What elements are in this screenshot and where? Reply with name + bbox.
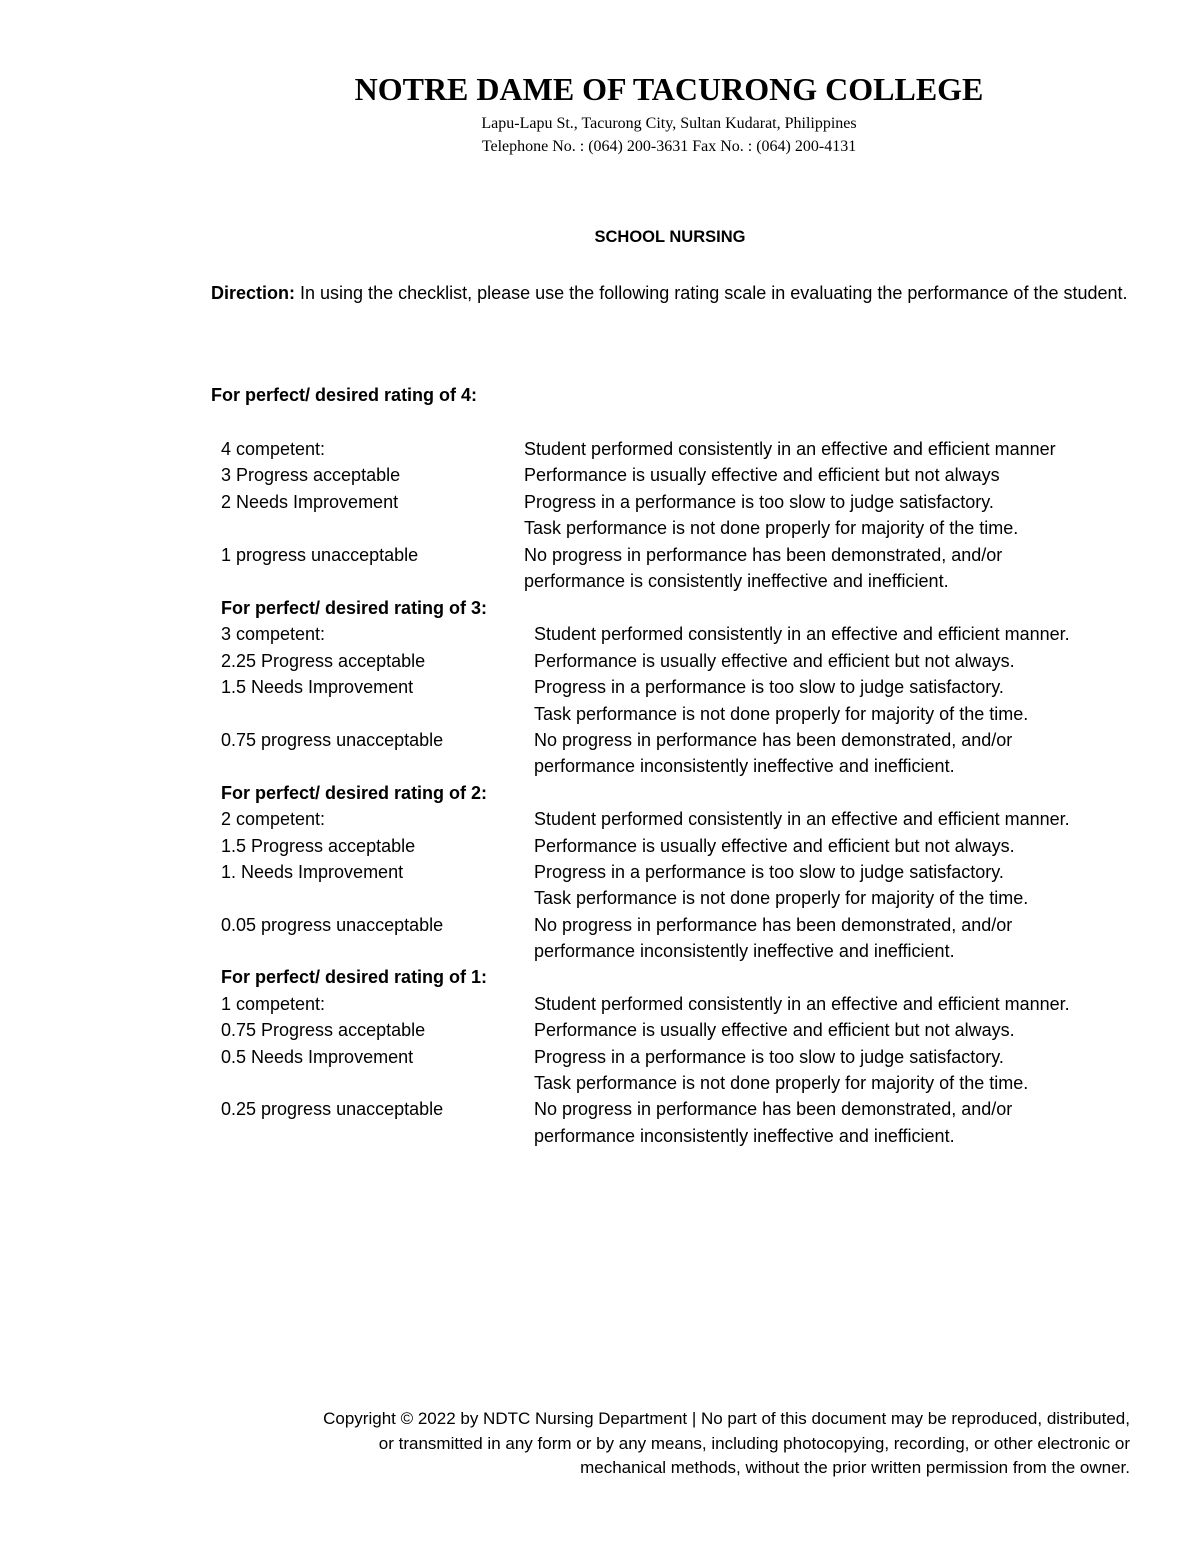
scale-description: Student performed consistently in an effective and efficient manner. bbox=[534, 624, 1070, 645]
direction-paragraph bbox=[211, 280, 1131, 307]
rating-scales-3-2-1 bbox=[221, 595, 1151, 1149]
scale-label: 0.25 progress unacceptable bbox=[221, 1099, 444, 1120]
scale-label: 1.5 Progress acceptable bbox=[221, 835, 416, 856]
scale-row bbox=[221, 938, 1151, 964]
scale-label: 0.05 progress unacceptable bbox=[221, 914, 444, 935]
scale-label: 2.25 Progress acceptable bbox=[221, 650, 426, 671]
scale-description: Student performed consistently in an effective and efficient manner bbox=[524, 439, 1056, 459]
scale-label: 1.5 Needs Improvement bbox=[221, 677, 414, 698]
scale-description: No progress in performance has been demonstrated, and/or bbox=[534, 729, 1013, 750]
scale-description: Performance is usually effective and efficient but not always. bbox=[534, 835, 1015, 856]
scale-label: 0.75 progress unacceptable bbox=[221, 729, 444, 750]
scale-row bbox=[221, 1044, 1151, 1070]
scale-row bbox=[221, 991, 1151, 1017]
rating-scale-4 bbox=[221, 436, 1151, 594]
direction-text: In using the checklist, please use the following rating scale in evaluating the performance of the student. bbox=[295, 283, 1128, 303]
scale-row bbox=[221, 727, 1151, 753]
scale-description: Student performed consistently in an effective and efficient manner. bbox=[534, 993, 1070, 1014]
scale-description: Student performed consistently in an effective and efficient manner. bbox=[534, 809, 1070, 830]
scale-description: performance inconsistently ineffective and inefficient. bbox=[534, 1125, 955, 1146]
scale-description: Progress in a performance is too slow to judge satisfactory. bbox=[534, 861, 1004, 882]
scale-label: 0.5 Needs Improvement bbox=[221, 1046, 414, 1067]
scale-row bbox=[221, 515, 1151, 541]
scale-row bbox=[221, 806, 1151, 832]
scale-row bbox=[221, 701, 1151, 727]
scale-row bbox=[221, 1096, 1151, 1122]
section-heading-rating-4: For perfect/ desired rating of 4: bbox=[211, 385, 478, 405]
direction-lead: Direction: bbox=[211, 283, 296, 303]
college-address: Lapu-Lapu St., Tacurong City, Sultan Kudarat, Philippines bbox=[481, 115, 857, 132]
scale-label: 3 competent: bbox=[221, 624, 326, 645]
copyright-footer bbox=[190, 1407, 1130, 1481]
section-heading-rating-3: For perfect/ desired rating of 3: bbox=[221, 598, 488, 618]
scale-label: 1 progress unacceptable bbox=[221, 544, 419, 565]
scale-row bbox=[221, 568, 1151, 594]
scale-row bbox=[221, 648, 1151, 674]
scale-row bbox=[221, 859, 1151, 885]
scale-label: 1 competent: bbox=[221, 993, 326, 1014]
scale-description: Performance is usually effective and efficient but not always. bbox=[534, 650, 1015, 671]
scale-label: 1. Needs Improvement bbox=[221, 861, 404, 882]
scale-label: 3 Progress acceptable bbox=[221, 465, 401, 486]
scale-description: No progress in performance has been demonstrated, and/or bbox=[534, 1099, 1013, 1120]
scale-label: 0.75 Progress acceptable bbox=[221, 1020, 426, 1041]
scale-row bbox=[221, 1070, 1151, 1096]
scale-description: Progress in a performance is too slow to judge satisfactory. bbox=[534, 677, 1004, 698]
scale-row bbox=[221, 436, 1151, 462]
scale-description: No progress in performance has been demonstrated, and/or bbox=[534, 914, 1013, 935]
scale-row bbox=[221, 1123, 1151, 1149]
scale-row bbox=[221, 621, 1151, 647]
scale-description: Task performance is not done properly for majority of the time. bbox=[534, 888, 1029, 909]
scale-row bbox=[221, 885, 1151, 911]
scale-row bbox=[221, 833, 1151, 859]
scale-label: 2 Needs Improvement bbox=[221, 491, 399, 512]
college-name: NOTRE DAME OF TACURONG COLLEGE bbox=[354, 71, 984, 107]
document-header bbox=[0, 66, 1200, 158]
scale-description: performance is consistently ineffective and inefficient. bbox=[524, 570, 949, 591]
scale-row bbox=[221, 753, 1151, 779]
footer-line: or transmitted in any form or by any means, including photocopying, recording, or other electronic or bbox=[378, 1433, 1130, 1453]
scale-row bbox=[221, 912, 1151, 938]
scale-row bbox=[221, 542, 1151, 568]
scale-row bbox=[221, 462, 1151, 488]
scale-row bbox=[221, 1017, 1151, 1043]
scale-description: Performance is usually effective and efficient but not always. bbox=[534, 1020, 1015, 1041]
footer-line: Copyright © 2022 by NDTC Nursing Department | No part of this document may be reproduced, distributed, bbox=[323, 1409, 1130, 1428]
scale-description: Progress in a performance is too slow to judge satisfactory. bbox=[534, 1046, 1004, 1067]
scale-description: performance inconsistently ineffective and inefficient. bbox=[534, 941, 955, 962]
scale-description: Performance is usually effective and efficient but not always bbox=[524, 465, 1000, 486]
section-heading-rating-2: For perfect/ desired rating of 2: bbox=[221, 782, 488, 803]
scale-label: 4 competent: bbox=[221, 439, 326, 459]
footer-line: mechanical methods, without the prior written permission from the owner. bbox=[580, 1458, 1130, 1477]
section-heading-rating-1: For perfect/ desired rating of 1: bbox=[221, 967, 488, 988]
scale-description: Task performance is not done properly for majority of the time. bbox=[534, 1073, 1029, 1094]
scale-description: No progress in performance has been demonstrated, and/or bbox=[524, 544, 1003, 565]
scale-label: 2 competent: bbox=[221, 809, 326, 830]
college-contact: Telephone No. : (064) 200-3631 Fax No. : (064) 200-4131 bbox=[481, 138, 857, 155]
scale-description: performance inconsistently ineffective and inefficient. bbox=[534, 756, 955, 777]
scale-row bbox=[221, 489, 1151, 515]
document-title: SCHOOL NURSING bbox=[594, 228, 746, 246]
scale-description: Progress in a performance is too slow to judge satisfactory. bbox=[524, 491, 994, 512]
scale-description: Task performance is not done properly for majority of the time. bbox=[534, 703, 1029, 724]
scale-description: Task performance is not done properly for majority of the time. bbox=[524, 518, 1019, 539]
scale-row bbox=[221, 674, 1151, 700]
